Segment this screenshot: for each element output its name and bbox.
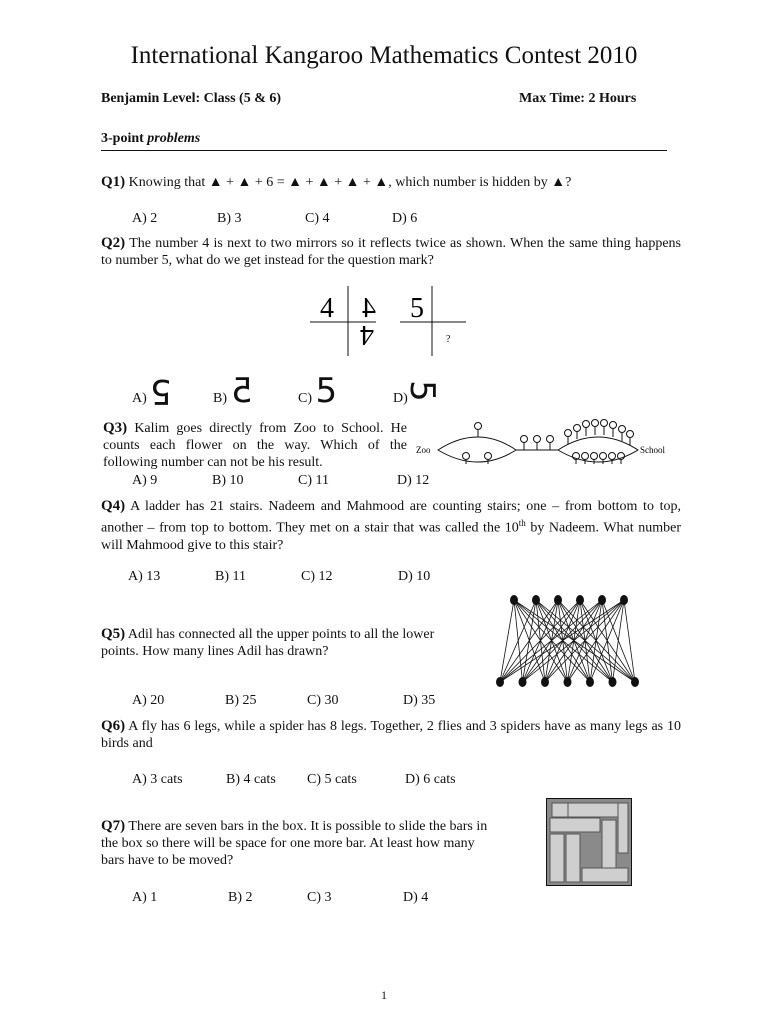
- q2-option-a-glyph: 5: [150, 371, 172, 411]
- upper-point: [510, 595, 518, 605]
- question-6-number: Q6): [101, 718, 126, 734]
- q3-option-a[interactable]: A) 9: [132, 473, 158, 488]
- bar-3: [550, 818, 600, 832]
- lower-point: [609, 677, 617, 687]
- digit-five: 5: [410, 293, 424, 324]
- connecting-line: [568, 600, 625, 682]
- question-6: [101, 718, 681, 752]
- q3-option-d[interactable]: D) 12: [397, 473, 430, 488]
- q2-option-a-letter: A): [132, 391, 147, 406]
- question-1-number: Q1): [101, 174, 126, 190]
- q5-option-a[interactable]: A) 20: [132, 693, 165, 708]
- question-1: [101, 174, 681, 191]
- bar-4: [618, 803, 628, 853]
- upper-point: [576, 595, 584, 605]
- question-3-text: Kalim goes directly from Zoo to School. He counts each flower on the way. Which of the following number can not be his result.: [103, 421, 407, 470]
- question-4-text-b: by Nadeem. What number will Mahmood give to this stair?: [101, 520, 681, 553]
- q5-option-d[interactable]: D) 35: [403, 693, 436, 708]
- section-rule: [101, 150, 667, 151]
- question-6-text: A fly has 6 legs, while a spider has 8 legs. Together, 2 flies and 3 spiders have as many legs as 10 birds and: [101, 719, 681, 751]
- page-number: 1: [381, 988, 387, 1002]
- bar-7: [566, 834, 580, 882]
- section-prefix: 3-point: [101, 131, 144, 146]
- q2-option-b-letter: B): [213, 391, 227, 406]
- q7-option-a[interactable]: A) 1: [132, 890, 158, 905]
- q1-option-c[interactable]: C) 4: [305, 211, 330, 226]
- q4-option-a[interactable]: A) 13: [128, 569, 161, 584]
- q6-option-c[interactable]: C) 5 cats: [307, 772, 357, 787]
- question-4-number: Q4): [101, 498, 126, 514]
- question-5-number: Q5): [101, 626, 126, 642]
- question-4-text-a: A ladder has 21 stairs. Nadeem and Mahmood are counting stairs; one – from bottom to top, another – from top to bottom. They met on a stair that was called the 10: [101, 499, 681, 536]
- zoo-school-map: [412, 416, 674, 472]
- q2-option-a[interactable]: [132, 371, 172, 411]
- left-path-loop: [438, 437, 516, 462]
- bars-box-figure: [546, 798, 632, 886]
- connecting-line: [624, 600, 635, 682]
- upper-point: [532, 595, 540, 605]
- question-5: [101, 626, 451, 660]
- q2-option-b-glyph: 5: [230, 371, 253, 411]
- q2-option-c-letter: C): [298, 391, 312, 406]
- q6-option-b[interactable]: B) 4 cats: [226, 772, 276, 787]
- q2-option-d[interactable]: [393, 374, 443, 408]
- q3-option-c[interactable]: C) 11: [298, 473, 329, 488]
- bar-2: [568, 803, 618, 817]
- q4-option-c[interactable]: C) 12: [301, 569, 333, 584]
- q2-option-b[interactable]: [213, 371, 253, 411]
- lower-point: [564, 677, 572, 687]
- upper-point: [620, 595, 628, 605]
- q2-option-c[interactable]: [298, 371, 338, 411]
- question-5-text: Adil has connected all the upper points to all the lower points. How many lines Adil has drawn?: [101, 627, 435, 659]
- q6-option-a[interactable]: A) 3 cats: [132, 772, 183, 787]
- question-1-text: Knowing that ▲ + ▲ + 6 = ▲ + ▲ + ▲ + ▲, which number is hidden by ▲?: [128, 175, 572, 190]
- q6-option-d[interactable]: D) 6 cats: [405, 772, 456, 787]
- points-lines-figure: [490, 592, 650, 692]
- q5-option-c[interactable]: C) 30: [307, 693, 339, 708]
- connecting-line: [613, 600, 625, 682]
- question-3-number: Q3): [103, 420, 128, 436]
- digit-mirrored: 4: [362, 293, 376, 324]
- upper-point: [554, 595, 562, 605]
- question-2-text: The number 4 is next to two mirrors so it reflects twice as shown. When the same thing happens to number 5, what do we get instead for the question mark?: [101, 236, 682, 268]
- q7-option-c[interactable]: C) 3: [307, 890, 332, 905]
- question-7-text: There are seven bars in the box. It is possible to slide the bars in the box so there will be space for one more bar. At least how many bars have to be moved?: [101, 819, 488, 868]
- q1-option-a[interactable]: A) 2: [132, 211, 158, 226]
- section-suffix: problems: [147, 131, 201, 146]
- zoo-label: Zoo: [416, 445, 431, 455]
- question-7: [101, 818, 501, 869]
- right-path-loop: [558, 437, 638, 462]
- q1-option-d[interactable]: D) 6: [392, 211, 418, 226]
- q2-option-d-letter: D): [393, 391, 408, 406]
- school-label: School: [640, 445, 666, 455]
- lower-point: [631, 677, 639, 687]
- q1-option-b[interactable]: B) 3: [217, 211, 242, 226]
- max-time-label: Max Time: 2 Hours: [519, 91, 637, 106]
- q7-option-d[interactable]: D) 4: [403, 890, 429, 905]
- page-title: International Kangaroo Mathematics Contest 2010: [130, 42, 638, 69]
- question-mark: ?: [446, 334, 451, 345]
- bar-5: [602, 820, 616, 868]
- question-4-sup: th: [518, 518, 526, 528]
- q4-option-d[interactable]: D) 10: [398, 569, 431, 584]
- level-label: Benjamin Level: Class (5 & 6): [101, 91, 282, 106]
- lower-point: [586, 677, 594, 687]
- flowers-left-top: [475, 423, 482, 438]
- q7-option-b[interactable]: B) 2: [228, 890, 253, 905]
- q3-option-b[interactable]: B) 10: [212, 473, 244, 488]
- q4-option-b[interactable]: B) 11: [215, 569, 246, 584]
- flowers-middle: [521, 436, 554, 451]
- q5-option-b[interactable]: B) 25: [225, 693, 257, 708]
- question-2: [101, 235, 681, 269]
- question-7-number: Q7): [101, 818, 126, 834]
- upper-point: [598, 595, 606, 605]
- q2-option-c-glyph: 5: [315, 371, 338, 411]
- section-heading: [101, 131, 200, 147]
- bar-8: [582, 868, 628, 882]
- digit-rotated: 4: [360, 319, 374, 350]
- bar-1: [552, 803, 568, 817]
- lower-point: [519, 677, 527, 687]
- question-4: [101, 498, 681, 554]
- question-3: [103, 420, 407, 471]
- digit-original: 4: [320, 293, 334, 324]
- bar-6: [550, 834, 564, 882]
- lower-point: [496, 677, 504, 687]
- q2-option-d-glyph: 5: [402, 380, 443, 402]
- question-2-number: Q2): [101, 235, 126, 251]
- mirror-figure: [310, 284, 470, 360]
- lower-point: [541, 677, 549, 687]
